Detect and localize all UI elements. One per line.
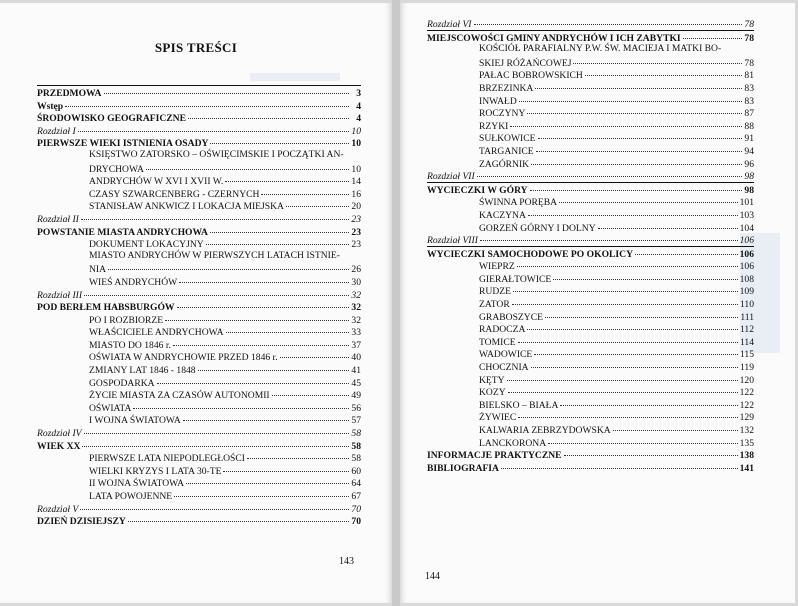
toc-entry-title: CHOCZNIA xyxy=(479,362,529,374)
toc-entry-page: 56 xyxy=(351,402,361,414)
toc-entry-title: GRABOSZYCE xyxy=(479,311,543,323)
toc-entry-title: LATA POWOJENNE xyxy=(89,491,173,502)
toc-entry-title: BIELSKO – BIAŁA xyxy=(479,399,559,411)
dot-leader xyxy=(128,512,349,522)
toc-entry-title: PIERWSZE LATA NIEPODLEGŁOŚCI xyxy=(89,453,245,465)
dot-leader xyxy=(177,298,349,308)
dot-leader xyxy=(598,219,738,229)
toc-entry-title: BIBLIOGRAFIA xyxy=(427,462,499,474)
toc-entry-page: 58 xyxy=(351,428,361,440)
toc-entry-title: PAŁAC BOBROWSKICH xyxy=(479,70,583,82)
toc-entry-title: OŚWIATA xyxy=(89,402,132,414)
toc-entry-title: Rozdział VII xyxy=(427,171,475,183)
toc-entry-page: 3 xyxy=(356,88,361,99)
toc-entry-page: 26 xyxy=(351,264,361,276)
toc-entry-title: MIASTO ANDRYCHÓW W PIERWSZYCH LATACH ISTNIE- xyxy=(89,249,340,261)
dot-leader xyxy=(683,29,742,39)
toc-entry-title: LANCKORONA xyxy=(479,437,547,449)
toc-entry-page: 78 xyxy=(744,19,754,30)
dot-leader xyxy=(531,155,742,165)
toc-entry-title: ROCZYNY xyxy=(479,108,526,120)
toc-entry-title: WIEK XX xyxy=(37,440,81,452)
toc-entry-title: KOZY xyxy=(479,387,506,399)
toc-entry-page: 106 xyxy=(739,261,754,273)
dot-leader xyxy=(272,386,349,396)
dot-leader xyxy=(538,129,743,139)
toc-entry-title: RADOCZA xyxy=(479,324,526,336)
toc-entry-page: 120 xyxy=(739,374,754,386)
toc-entry-title: DRYCHOWA xyxy=(89,163,144,175)
toc-entry-page: 106 xyxy=(739,248,754,260)
toc-entry-page: 96 xyxy=(744,158,754,170)
dot-leader xyxy=(518,333,738,343)
toc-entry-title: NIA xyxy=(89,264,107,276)
toc-entry-page: 101 xyxy=(739,197,754,209)
dot-leader xyxy=(480,231,738,241)
toc-entry-page: 103 xyxy=(739,209,754,221)
toc-entry-title: WYCIECZKI SAMOCHODOWE PO OKOLICY xyxy=(427,248,634,260)
toc-entry-page: 115 xyxy=(739,349,754,361)
toc-entry-title: GIERAŁTOWICE xyxy=(479,273,552,285)
dot-leader xyxy=(165,311,349,321)
dot-leader xyxy=(183,411,349,421)
toc-entry-page: 16 xyxy=(351,188,361,200)
dot-leader xyxy=(530,181,742,191)
toc-entry-page: 138 xyxy=(739,450,754,462)
toc-entry xyxy=(427,461,754,474)
toc-entry-page: 37 xyxy=(351,339,361,351)
toc-entry-page: 64 xyxy=(351,478,361,490)
dot-leader xyxy=(519,92,742,102)
dot-leader xyxy=(78,122,349,132)
toc-entry-title: I WOJNA ŚWIATOWA xyxy=(89,415,181,427)
toc-entry-page: 119 xyxy=(739,362,754,374)
dot-leader xyxy=(635,245,738,255)
toc-entry-page: 98 xyxy=(744,171,754,183)
dot-leader xyxy=(536,142,742,152)
toc-entry-title: ŚWINNA PORĘBA xyxy=(479,197,558,209)
toc-entry-page: 83 xyxy=(744,95,754,107)
toc-entry-page: 108 xyxy=(739,273,754,285)
toc-entry-title: INFORMACJE PRAKTYCZNE xyxy=(427,450,562,462)
toc-entry-page: 32 xyxy=(351,289,361,301)
toc-list-right xyxy=(427,17,754,473)
toc-entry-page: 129 xyxy=(739,412,754,424)
toc-entry-title: MIASTO DO 1846 r. xyxy=(89,339,171,351)
toc-entry-title: Rozdział V xyxy=(37,503,79,515)
page-number-right: 144 xyxy=(425,571,440,582)
dot-leader xyxy=(225,172,349,182)
toc-entry-page: 70 xyxy=(351,516,361,528)
dot-leader xyxy=(210,134,349,144)
toc-entry-title: Rozdział IV xyxy=(37,428,82,440)
toc-entry-title: KĘTY xyxy=(479,374,505,386)
toc-entry-page: 4 xyxy=(356,100,361,112)
toc-entry-title: Wstęp xyxy=(37,100,64,112)
dot-leader xyxy=(186,474,349,484)
toc-entry-page: 10 xyxy=(351,163,361,175)
left-page xyxy=(0,3,392,603)
toc-entry-title: ŻYWIEC xyxy=(479,412,517,424)
toc-entry-title: RUDZE xyxy=(479,286,511,298)
dot-leader xyxy=(174,487,349,497)
dot-leader xyxy=(527,104,742,114)
toc-entry-title: INWAŁD xyxy=(479,95,517,107)
dot-leader xyxy=(513,282,738,292)
toc-entry-page: 14 xyxy=(351,176,361,188)
dot-leader xyxy=(474,15,742,25)
toc-entry-page: 132 xyxy=(739,425,754,436)
dot-leader xyxy=(133,399,349,409)
toc-title: SPIS TREŚCI xyxy=(154,40,238,55)
toc-entry-title: OŚWIATA W ANDRYCHOWIE PRZED 1846 r. xyxy=(89,352,278,364)
dot-leader xyxy=(80,500,349,510)
toc-entry-title: ZAGÓRNIK xyxy=(479,158,530,170)
toc-entry-title: ZMIANY LAT 1846 - 1848 xyxy=(89,365,196,377)
toc-entry-page: 67 xyxy=(351,491,361,502)
toc-list-left xyxy=(37,85,361,527)
page-number-left: 143 xyxy=(339,556,354,567)
toc-entry-title: CZASY SZWARCENBERG - CZERNYCH xyxy=(89,188,260,200)
toc-entry-title: Rozdział I xyxy=(37,125,76,137)
show-through-mark xyxy=(250,73,340,81)
dot-leader xyxy=(573,54,742,64)
toc-entry-title: SKIEJ RÓŻAŃCOWEJ xyxy=(479,57,572,69)
toc-entry-page: 87 xyxy=(744,108,754,120)
dot-leader xyxy=(553,270,737,280)
dot-leader xyxy=(560,396,737,406)
dot-leader xyxy=(84,424,349,434)
toc-entry xyxy=(37,136,361,149)
toc-entry-page: 23 xyxy=(351,213,361,225)
dot-leader xyxy=(512,295,738,305)
dot-leader xyxy=(548,434,737,444)
toc-entry-title: WIEPRZ xyxy=(479,261,515,273)
dot-leader xyxy=(528,206,738,216)
toc-entry-page: 78 xyxy=(744,57,754,69)
toc-entry-page: 57 xyxy=(351,415,361,427)
dot-leader xyxy=(613,421,738,431)
dot-leader xyxy=(210,223,349,233)
toc-entry-title: POWSTANIE MIASTA ANDRYCHOWA xyxy=(37,226,208,238)
toc-entry-page: 94 xyxy=(744,145,754,157)
toc-entry-page: 88 xyxy=(744,120,754,132)
toc-entry-title: DZIEŃ DZISIEJSZY xyxy=(37,516,126,528)
toc-entry-title: Rozdział II xyxy=(37,213,79,225)
toc-entry-title: GORZEŃ GÓRNY I DOLNY xyxy=(479,222,596,234)
toc-entry-page: 81 xyxy=(744,70,754,82)
dot-leader xyxy=(84,286,349,296)
toc-entry-title: PIERWSZE WIEKI ISTNIENIA OSADY xyxy=(37,138,209,150)
toc-entry xyxy=(427,30,754,44)
toc-entry-page: 60 xyxy=(351,465,361,477)
toc-entry-page: 109 xyxy=(739,286,754,298)
toc-entry-page: 70 xyxy=(351,503,361,515)
toc-entry-title: MIEJSCOWOŚCI GMINY ANDRYCHÓW I ICH ZABYTKI xyxy=(427,32,681,44)
toc-entry-title: KALWARIA ZEBRZYDOWSKA xyxy=(479,425,611,436)
toc-entry-page: 141 xyxy=(739,462,754,474)
toc-entry-title: WIELKI KRYZYS I LATA 30-TE xyxy=(89,465,222,477)
dot-leader xyxy=(223,462,349,472)
toc-entry-title: Rozdział VI xyxy=(427,19,472,30)
toc-entry-title: KOŚCIÓŁ PARAFIALNY P.W. ŚW. MACIEJA I MATKI BO- xyxy=(479,43,722,55)
toc-entry-title: SUŁKOWICE xyxy=(479,133,536,145)
toc-entry-page: 32 xyxy=(351,302,361,314)
toc-entry-page: 4 xyxy=(356,113,361,125)
toc-entry-page: 78 xyxy=(744,32,754,44)
dot-leader xyxy=(564,446,738,456)
toc-entry-title: Rozdział VIII xyxy=(427,235,478,247)
toc-entry xyxy=(37,514,361,527)
toc-entry-title: ŚRODOWISKO GEOGRAFICZNE xyxy=(37,113,186,125)
dot-leader xyxy=(179,273,349,283)
dot-leader xyxy=(535,79,742,89)
toc-entry-title: TOMICE xyxy=(479,336,516,348)
dot-leader xyxy=(510,117,742,127)
dot-leader xyxy=(65,97,349,107)
toc-entry-page: 33 xyxy=(351,327,361,339)
toc-entry-title: KSIĘSTWO ZATORSKO – OŚWIĘCIMSKIE I POCZĄTKI AN- xyxy=(89,148,344,160)
dot-leader xyxy=(531,358,738,368)
dot-leader xyxy=(226,323,349,333)
toc-entry-page: 58 xyxy=(351,453,361,465)
toc-entry-title: ANDRYCHÓW W XVI I XVII W. xyxy=(89,176,224,188)
toc-entry-title: WYCIECZKI W GÓRY xyxy=(427,184,528,196)
toc-entry-title: GOSPODARKA xyxy=(89,377,155,389)
dot-leader xyxy=(286,197,349,207)
dot-leader xyxy=(280,348,349,358)
toc-entry-title: WADOWICE xyxy=(479,349,533,361)
toc-entry-title: WIEŚ ANDRYCHÓW xyxy=(89,276,178,288)
right-page xyxy=(400,3,795,603)
toc-entry-page: 23 xyxy=(351,239,361,251)
dot-leader xyxy=(146,160,349,170)
dot-leader xyxy=(534,345,738,355)
toc-entry-page: 49 xyxy=(351,390,361,402)
toc-entry-page: 110 xyxy=(739,299,754,311)
toc-entry-page: 98 xyxy=(744,184,754,196)
dot-leader xyxy=(188,109,349,119)
dot-leader xyxy=(517,257,738,267)
toc-entry-page: 83 xyxy=(744,82,754,94)
toc-entry-page: 40 xyxy=(351,352,361,364)
dot-leader xyxy=(477,167,742,177)
dot-leader xyxy=(173,336,349,346)
dot-leader xyxy=(527,320,738,330)
toc-entry-page: 106 xyxy=(739,235,754,247)
dot-leader xyxy=(559,193,738,203)
toc-entry-title: DOKUMENT LOKACYJNY xyxy=(89,239,204,251)
toc-entry-title: Rozdział III xyxy=(37,289,83,301)
toc-entry-page: 32 xyxy=(351,314,361,326)
dot-leader xyxy=(247,449,349,459)
dot-leader xyxy=(518,408,737,418)
toc-entry-title: PRZEDMOWA xyxy=(37,88,102,99)
toc-entry xyxy=(37,237,361,250)
toc-entry-page: 104 xyxy=(739,222,754,234)
dot-leader xyxy=(82,437,349,447)
book-gutter xyxy=(392,0,400,606)
dot-leader xyxy=(545,308,738,318)
toc-entry-page: 10 xyxy=(351,138,361,150)
dot-leader xyxy=(206,235,349,245)
toc-entry-page: 111 xyxy=(740,311,754,323)
dot-leader xyxy=(261,185,349,195)
toc-entry-page: 91 xyxy=(744,133,754,145)
toc-entry-page: 20 xyxy=(351,201,361,213)
toc-entry-page: 30 xyxy=(351,276,361,288)
toc-entry-page: 114 xyxy=(739,336,754,348)
dot-leader xyxy=(198,361,349,371)
toc-entry-title: ZATOR xyxy=(479,299,510,311)
toc-entry-title: KACZYNA xyxy=(479,209,526,221)
toc-entry-title: RZYKI xyxy=(479,120,509,132)
dot-leader xyxy=(81,210,349,220)
toc-entry-title: PO I ROZBIORZE xyxy=(89,314,164,326)
toc-entry-page: 135 xyxy=(739,437,754,449)
toc-entry-page: 41 xyxy=(351,365,361,377)
toc-entry-page: 23 xyxy=(351,226,361,238)
toc-entry-page: 122 xyxy=(739,387,754,399)
dot-leader xyxy=(104,84,350,94)
dot-leader xyxy=(108,260,349,270)
toc-entry-title: POD BERŁEM HABSBURGÓW xyxy=(37,302,175,314)
dot-leader xyxy=(508,383,738,393)
dot-leader xyxy=(501,459,738,469)
toc-entry-title: II WOJNA ŚWIATOWA xyxy=(89,478,185,490)
toc-entry-page: 112 xyxy=(739,324,754,336)
toc-entry-title: BRZEZINKA xyxy=(479,82,534,94)
toc-entry-page: 122 xyxy=(739,399,754,411)
dot-leader xyxy=(585,66,742,76)
toc-entry-title: STANISŁAW ANKWICZ I LOKACJA MIEJSKA xyxy=(89,201,284,213)
toc-entry-title: WŁAŚCICIELE ANDRYCHOWA xyxy=(89,327,224,339)
toc-entry-title: TARGANICE xyxy=(479,145,534,157)
toc-entry-page: 45 xyxy=(351,377,361,389)
toc-entry-page: 10 xyxy=(351,125,361,137)
dot-leader xyxy=(507,371,738,381)
toc-entry-title: ŻYCIE MIASTA ZA CZASÓW AUTONOMII xyxy=(89,390,270,402)
toc-entry-page: 58 xyxy=(351,440,361,452)
dot-leader xyxy=(157,374,349,384)
